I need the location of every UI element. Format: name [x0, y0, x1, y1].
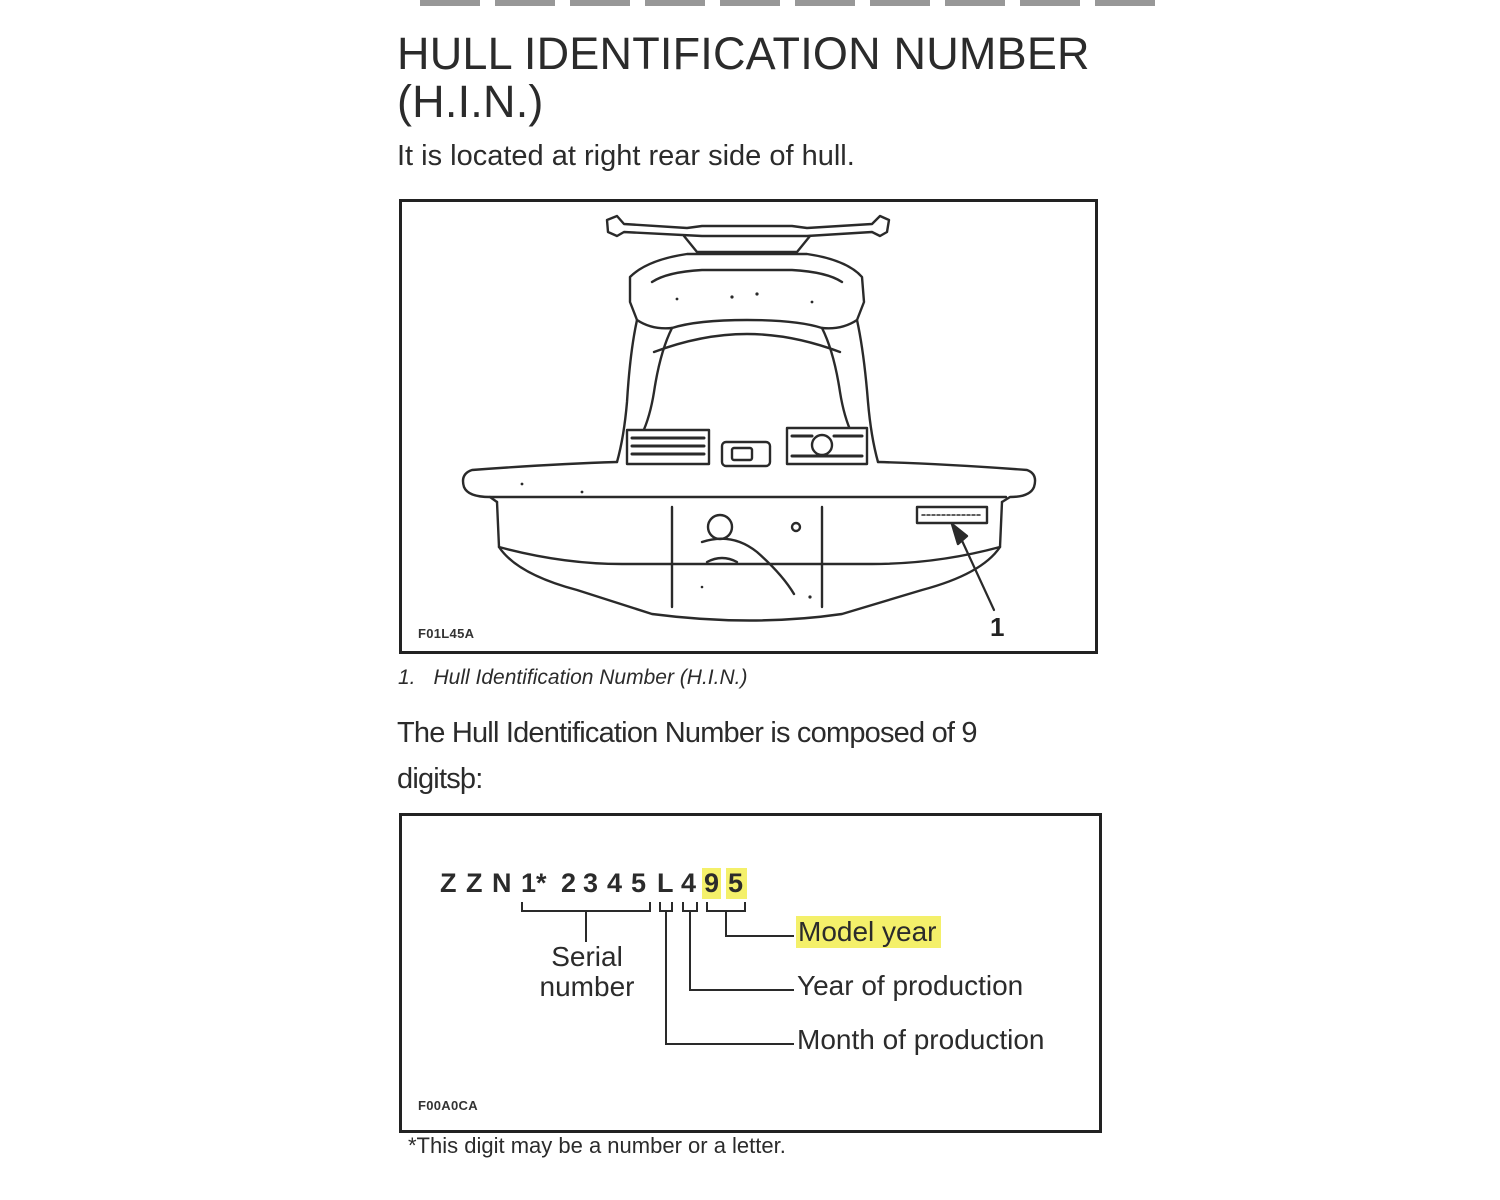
caption-number: 1.	[398, 666, 416, 689]
figure-code: F00A0CA	[418, 1098, 478, 1113]
hin-char-6: 3	[583, 868, 599, 898]
hin-char-10: 4	[681, 868, 697, 898]
hin-char-4: 1*	[521, 868, 547, 898]
watercraft-rear-illustration	[402, 202, 1095, 651]
month-of-production-label: Month of production	[797, 1024, 1045, 1055]
hin-char-7: 4	[607, 868, 623, 898]
hull-rear-view-figure	[399, 199, 1098, 654]
top-rule	[420, 0, 1155, 6]
hin-char-8: 5	[631, 868, 647, 898]
caption-text: Hull Identification Number (H.I.N.)	[433, 666, 748, 689]
page-title	[397, 30, 1157, 126]
hin-char-11: 9	[704, 868, 720, 898]
serial-label-line-2: number	[539, 971, 635, 1002]
location-text: It is located at right rear side of hull.	[397, 140, 855, 172]
title-line-2: (H.I.N.)	[397, 76, 544, 127]
hin-char-5: 2	[561, 868, 577, 898]
hin-char-3: N	[492, 868, 512, 898]
figure-caption	[398, 666, 747, 690]
year-of-production-label: Year of production	[797, 970, 1024, 1001]
title-line-1: HULL IDENTIFICATION NUMBER	[397, 28, 1090, 79]
footnote: *This digit may be a number or a letter.	[408, 1133, 786, 1158]
serial-label-line-1: Serial	[551, 941, 623, 972]
hin-char-1: Z	[440, 868, 457, 898]
hin-char-12: 5	[726, 868, 747, 899]
callout-number: 1	[990, 612, 1005, 642]
composition-text: The Hull Identification Number is composed of 9 digitsþ:	[397, 717, 977, 795]
figure-code: F01L45A	[418, 626, 475, 641]
serial-number-label	[522, 942, 652, 1002]
hin-breakdown-figure	[399, 813, 1102, 1133]
model-year-label: Model year	[796, 916, 941, 948]
hin-char-9: L	[657, 868, 674, 898]
hin-char-2: Z	[466, 868, 483, 898]
